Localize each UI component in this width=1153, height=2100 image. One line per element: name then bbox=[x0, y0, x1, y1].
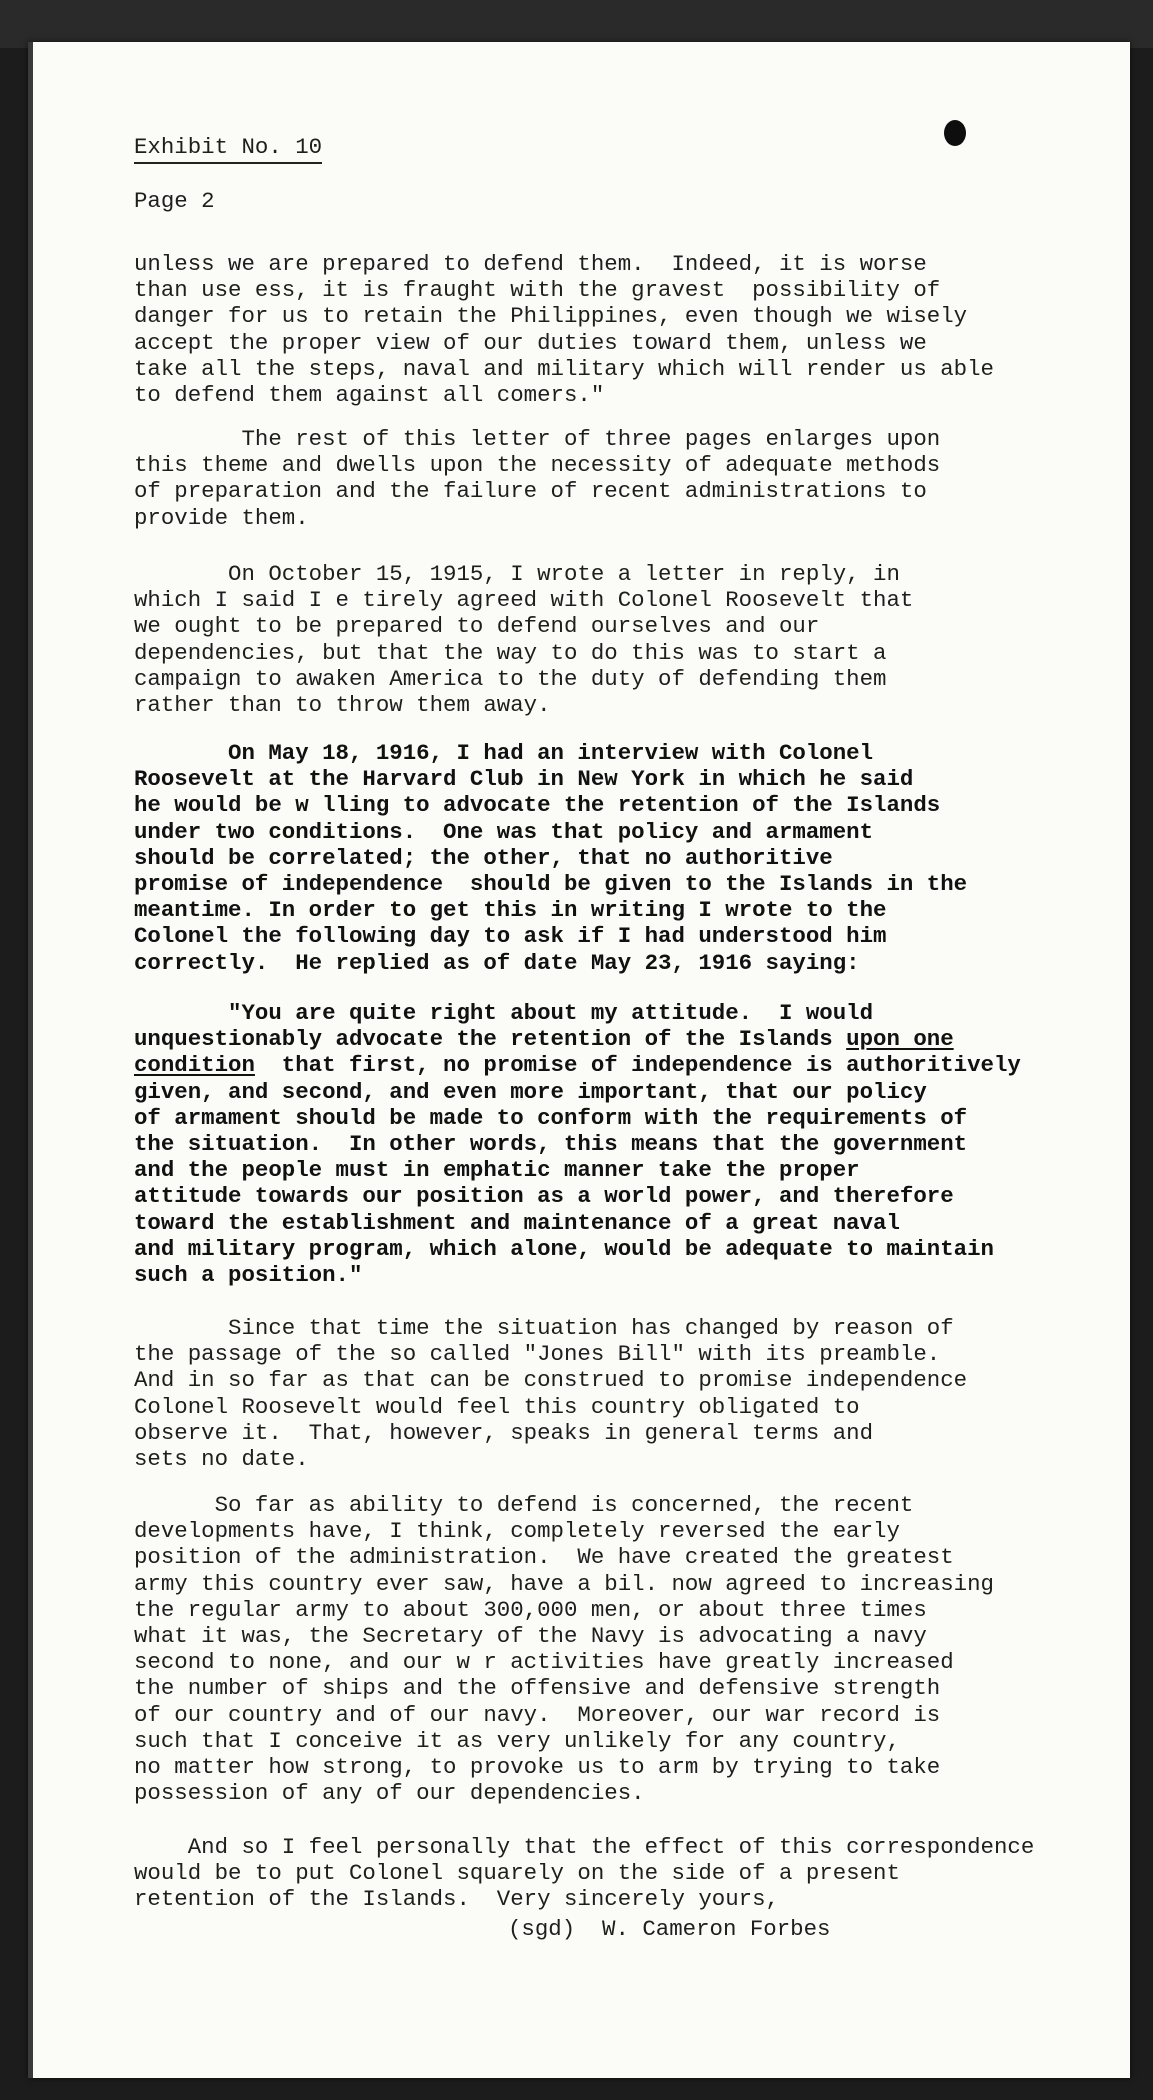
text-line: sets no date. bbox=[134, 1446, 309, 1473]
text-line: this theme and dwells upon the necessity of adequate methods bbox=[134, 452, 941, 479]
text-line: toward the establishment and maintenance of a great naval bbox=[134, 1209, 900, 1236]
text-line: rather than to throw them away. bbox=[134, 692, 551, 719]
text-line: of our country and of our navy. Moreover, our war record is bbox=[134, 1701, 941, 1728]
paragraph-2 bbox=[134, 426, 940, 531]
text-line: and the people must in emphatic manner take the proper bbox=[134, 1157, 860, 1184]
text-line: campaign to awaken America to the duty of defending them bbox=[134, 665, 887, 692]
text-line: observe it. That, however, speaks in general terms and bbox=[134, 1419, 874, 1446]
text-line: "You are quite right about my attitude. I would bbox=[134, 1000, 874, 1026]
text-line: what it was, the Secretary of the Navy is advocating a navy bbox=[134, 1623, 927, 1650]
text-line: and military program, which alone, would be adequate to maintain bbox=[134, 1235, 994, 1262]
page-number: Page 2 bbox=[134, 188, 215, 214]
text-line: which I said I e tirely agreed with Colonel Roosevelt that bbox=[134, 587, 914, 614]
paragraph-7 bbox=[134, 1492, 994, 1806]
text-line: Roosevelt at the Harvard Club in New York in which he said bbox=[134, 766, 914, 793]
text-line: of armament should be made to conform with the requirements of bbox=[134, 1104, 968, 1131]
text-line: such a position." bbox=[134, 1262, 363, 1289]
text-line: such that I conceive it as very unlikely for any country, bbox=[134, 1727, 900, 1754]
text-line: So far as ability to defend is concerned, the recent bbox=[134, 1492, 914, 1518]
text-line: Colonel Roosevelt would feel this country obligated to bbox=[134, 1393, 860, 1420]
text-line: take all the steps, naval and military which will render us able bbox=[134, 355, 994, 382]
paragraph-3 bbox=[134, 561, 913, 718]
text-line: unquestionably advocate the retention of the Islands upon one bbox=[134, 1026, 954, 1053]
text-line: of preparation and the failure of recent administrations to bbox=[134, 478, 927, 505]
text-line: position of the administration. We have created the greatest bbox=[134, 1544, 954, 1571]
signature-line: (sgd) W. Cameron Forbes bbox=[508, 1916, 831, 1942]
text-line: On October 15, 1915, I wrote a letter in reply, in bbox=[134, 561, 900, 587]
paragraph-6 bbox=[134, 1315, 967, 1472]
page-edge-shadow bbox=[28, 42, 33, 2078]
scan-border-top bbox=[0, 0, 1153, 48]
text-line: Since that time the situation has changed by reason of bbox=[134, 1315, 954, 1341]
text-line: unless we are prepared to defend them. Indeed, it is worse bbox=[134, 251, 927, 277]
text-line: the passage of the so called "Jones Bill" with its preamble. bbox=[134, 1341, 941, 1368]
text-line: would be to put Colonel squarely on the side of a present bbox=[134, 1860, 900, 1887]
text-line: On May 18, 1916, I had an interview with Colonel bbox=[134, 740, 874, 766]
paragraph-1 bbox=[134, 251, 994, 408]
text-line: danger for us to retain the Philippines, even though we wisely bbox=[134, 303, 968, 330]
text-line: The rest of this letter of three pages enlarges upon bbox=[134, 426, 941, 452]
text-line: he would be w lling to advocate the retention of the Islands bbox=[134, 792, 941, 819]
text-line: the situation. In other words, this means that the government bbox=[134, 1131, 968, 1158]
text-line: given, and second, and even more important, that our policy bbox=[134, 1078, 927, 1105]
text-line: possession of any of our dependencies. bbox=[134, 1780, 645, 1807]
text-line: correctly. He replied as of date May 23, 1916 saying: bbox=[134, 949, 860, 976]
text-line: army this country ever saw, have a bil. now agreed to increasing bbox=[134, 1570, 994, 1597]
text-line: to defend them against all comers." bbox=[134, 382, 605, 409]
text-line: second to none, and our w r activities have greatly increased bbox=[134, 1649, 954, 1676]
text-line: the number of ships and the offensive and defensive strength bbox=[134, 1675, 941, 1702]
text-line: no matter how strong, to provoke us to arm by trying to take bbox=[134, 1754, 941, 1781]
exhibit-number: Exhibit No. 10 bbox=[134, 134, 322, 160]
text-line: And so I feel personally that the effect of this correspondence bbox=[134, 1834, 1035, 1860]
text-line: under two conditions. One was that policy and armament bbox=[134, 818, 874, 845]
text-line: should be correlated; the other, that no authoritive bbox=[134, 844, 833, 871]
text-line: Colonel the following day to ask if I had understood him bbox=[134, 923, 887, 950]
text-line: we ought to be prepared to defend ourselves and our bbox=[134, 613, 820, 640]
text-line: promise of independence should be given to the Islands in the bbox=[134, 871, 968, 898]
paragraph-4 bbox=[134, 740, 967, 976]
text-line: dependencies, but that the way to do this was to start a bbox=[134, 639, 887, 666]
ink-blot bbox=[944, 120, 966, 146]
text-line: than use ess, it is fraught with the gravest possibility of bbox=[134, 277, 941, 304]
text-line: And in so far as that can be construed to promise independence bbox=[134, 1367, 968, 1394]
text-line: attitude towards our position as a world power, and therefore bbox=[134, 1183, 954, 1210]
text-line: provide them. bbox=[134, 504, 309, 531]
text-line: retention of the Islands. Very sincerely yours, bbox=[134, 1886, 779, 1913]
text-line: condition that first, no promise of independence is authoritively bbox=[134, 1052, 1021, 1079]
text-line: developments have, I think, completely reversed the early bbox=[134, 1518, 900, 1545]
paragraph-5 bbox=[134, 1000, 1021, 1288]
paragraph-8 bbox=[134, 1834, 1034, 1913]
text-line: accept the proper view of our duties toward them, unless we bbox=[134, 329, 927, 356]
text-line: meantime. In order to get this in writing I wrote to the bbox=[134, 897, 887, 924]
text-line: the regular army to about 300,000 men, or about three times bbox=[134, 1596, 927, 1623]
